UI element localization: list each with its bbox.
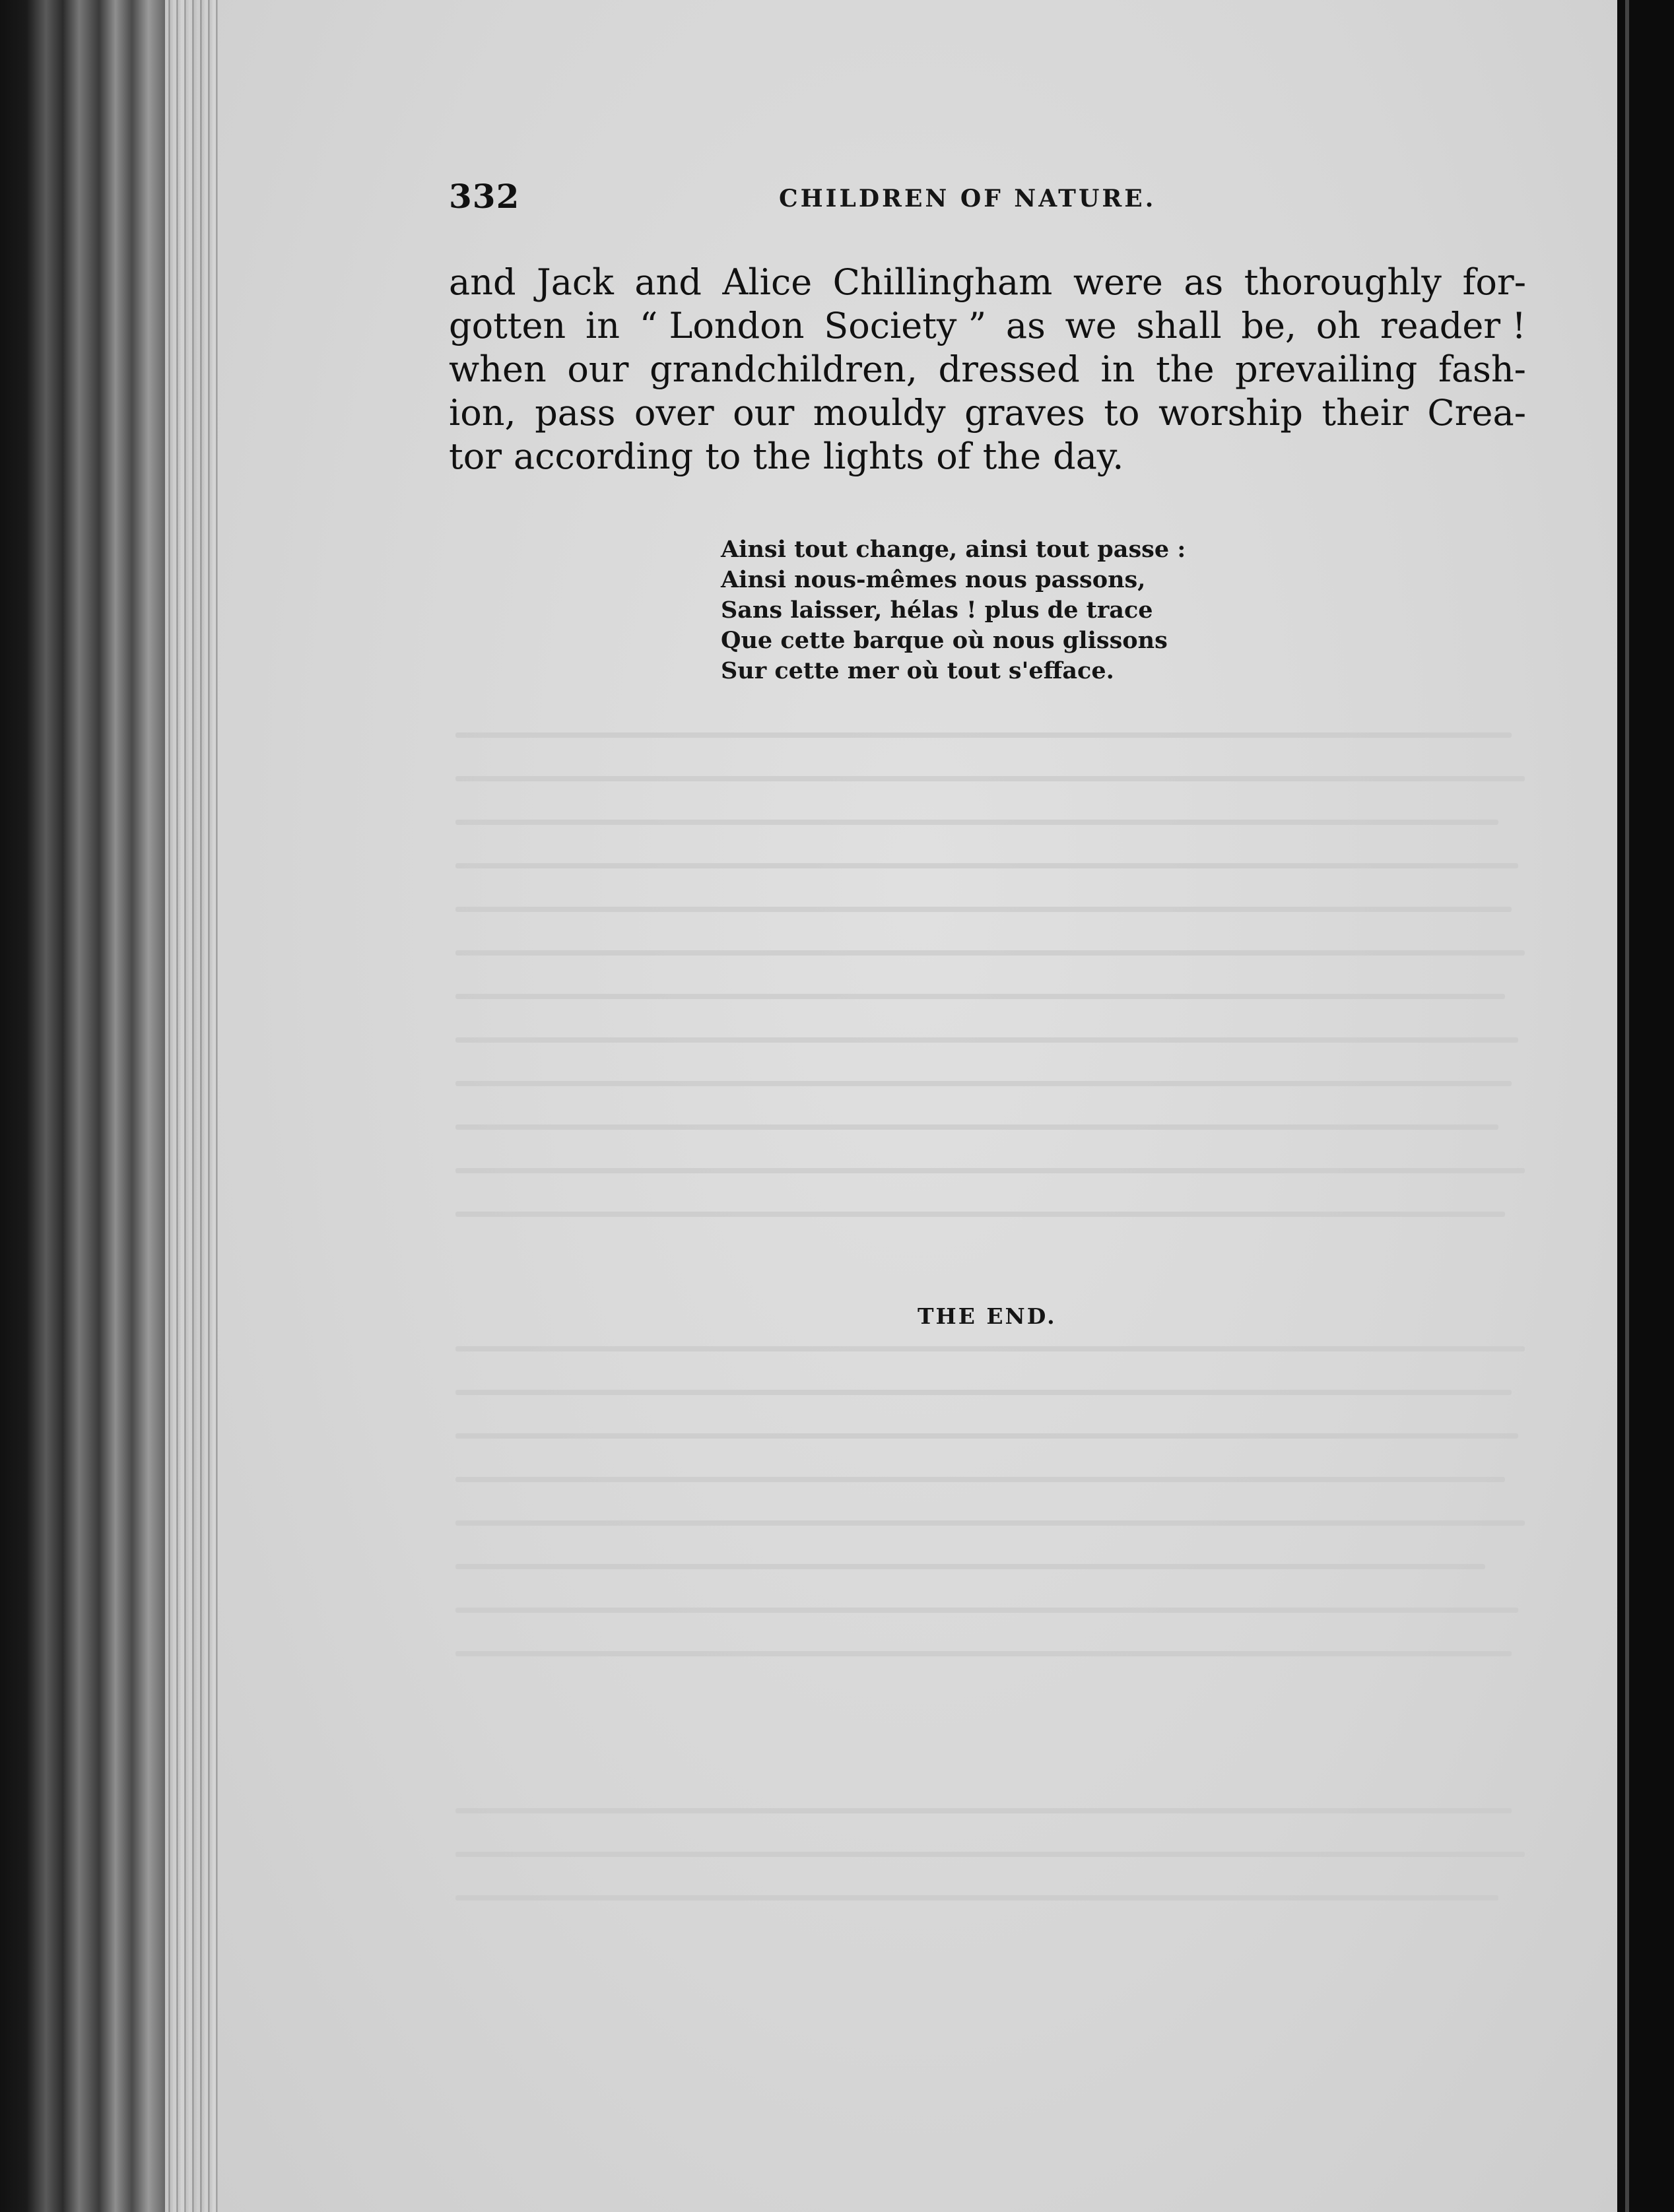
word: thoroughly [1244,261,1442,303]
word: ion, [449,392,516,434]
word: were [1073,261,1163,303]
paragraph-line [449,261,1526,304]
paragraph-line [449,391,1526,435]
word: mouldy [813,392,946,434]
verse-line: Que cette barque où nous glissons [721,627,1168,654]
word: worship [1158,392,1303,434]
word: oh [1316,305,1361,346]
word: dressed [938,348,1080,390]
page-stack-edges [165,0,218,2212]
bleed-through-line [455,1608,1518,1613]
bleed-through-line [455,1895,1498,1901]
bleed-through-line [455,1037,1518,1043]
bleed-through-line [455,820,1498,825]
bleed-through-line [455,1808,1512,1813]
word: gotten [449,305,566,346]
word: Jack [537,261,614,303]
word: to [705,436,741,477]
word: when [449,348,547,390]
page-header [449,177,1531,230]
word: grandchildren, [650,348,918,390]
bleed-through-line [455,1390,1512,1395]
word: Society ” [824,305,987,346]
bleed-through-line [455,1081,1512,1086]
word: tor [449,436,502,477]
bleed-through-line [455,1651,1512,1656]
word: our [733,392,795,434]
verse-line: Sans laisser, hélas ! plus de trace [721,597,1153,624]
the-end-label: THE END. [918,1303,1057,1329]
bleed-through-line [455,994,1505,999]
word: Alice [722,261,813,303]
word: for- [1462,261,1526,303]
word: be, [1241,305,1297,346]
word: in [1100,348,1135,390]
bleed-through-line [455,1852,1525,1857]
word: our [567,348,629,390]
verse-quotation [721,535,1289,686]
word: pass [535,392,616,434]
paragraph-line [449,435,1526,478]
word: and [449,261,516,303]
bleed-through-line [455,1124,1498,1130]
bleed-through-line [455,1212,1505,1217]
bleed-through-line [455,1346,1525,1351]
word: day. [1053,436,1124,477]
word: as [1184,261,1224,303]
verse-line: Ainsi nous-mêmes nous passons, [721,566,1146,593]
word: the [982,436,1042,477]
word: Chillingham [832,261,1053,303]
word: graves [964,392,1085,434]
word: the [1156,348,1215,390]
word: we [1065,305,1117,346]
word: their [1322,392,1409,434]
bleed-through-line [455,1564,1485,1569]
word: prevailing [1235,348,1418,390]
word: to [1104,392,1140,434]
right-page-edge [1625,0,1629,2212]
word: in [585,305,620,346]
word: as [1005,305,1046,346]
word: lights [822,436,925,477]
word: the [753,436,811,477]
paragraph-line [449,348,1526,391]
word: according [514,436,694,477]
body-paragraph [449,261,1526,478]
paragraph-line [449,304,1526,348]
word: “ London [639,305,805,346]
word: and [634,261,702,303]
verse-line: Ainsi tout change, ainsi tout passe : [721,536,1186,563]
running-head: CHILDREN OF NATURE. [779,185,1156,212]
word: Crea- [1427,392,1526,434]
word: reader ! [1380,305,1526,346]
word: of [936,436,971,477]
bleed-through-line [455,1477,1505,1482]
word: shall [1136,305,1222,346]
bleed-through-line [455,1433,1518,1439]
bleed-through-line [455,863,1518,868]
bleed-through-line [455,776,1525,781]
bleed-through-line [455,1520,1525,1526]
word: over [634,392,714,434]
bleed-through-line [455,732,1512,738]
page-number: 332 [449,177,520,216]
word: fash- [1438,348,1526,390]
bleed-through-line [455,950,1525,956]
verse-line: Sur cette mer où tout s'efface. [721,657,1114,684]
bleed-through-line [455,907,1512,912]
bleed-through-line [455,1168,1525,1173]
